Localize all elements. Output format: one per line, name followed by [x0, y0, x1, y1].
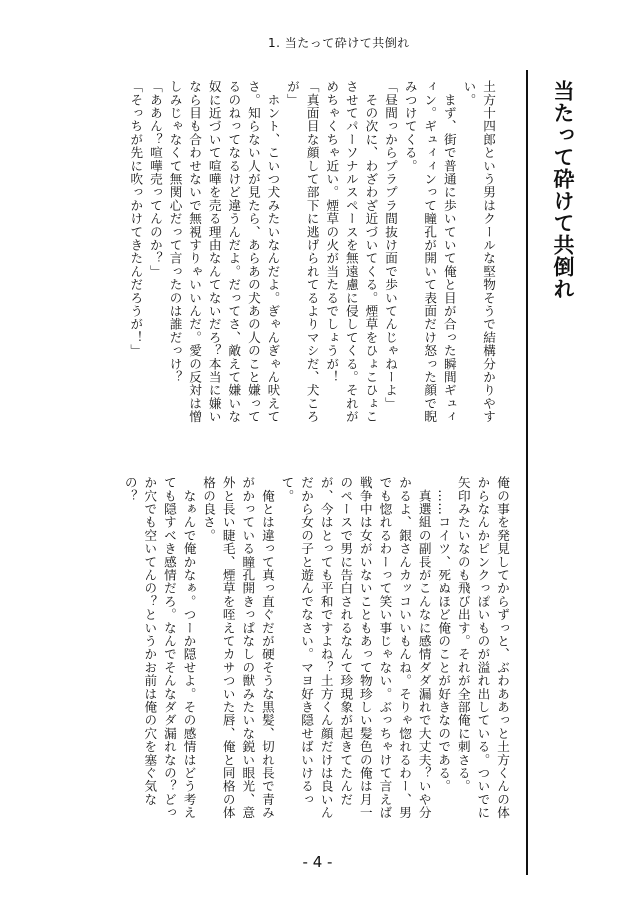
paragraph: ホント、こいつ犬みたいなんだよ。ぎゃんぎゃん吠えてさ。知らない人が見たら、あらあの犬あの人のこと嫌ってるのねってなるけど違うんだよ。だってさ、敵えて嫌いな奴に近づいて喧嘩を売る理由なんてないだろ？本当に嫌いなら目も合わせないで無視すりゃいいんだ。愛の反対は憎しみじゃなくて無関心だって言ったのは誰だっけ？	[167, 80, 281, 424]
paragraph: 土方十四郎という男はクールな堅物そうで結構分かりやすい。	[461, 80, 496, 424]
paragraph: なぁんで俺かなぁ。つーか隠せよ。その感情はどう考えても隠すべき感情だろ。なんでそんなダダ漏れなの？どっか穴でも空いてんの？というかお前は俺の穴を塞ぐ気なの？	[122, 476, 197, 820]
paragraph: 真選組の副長がこんなに感情ダダ漏れで大丈夫？いや分かるよ、銀さんカッコいいもんね。そりゃ惚れるわー、男でも惚れるわーって笑い事じゃない。ぶっちゃけて言えば戦争中は女がいないこともあって物珍しい髪色の俺は月一のペースで男に告白されるなんて珍現象が起きてたんだが、今はとっても平和ですよね？土方くん顔だけは良いんだから女の子と遊んでなさい。マヨ好き隠せばいけるって。	[279, 476, 432, 820]
dialogue-line: 「そっちが先に吹っかけてきたんだろうが！」	[128, 80, 144, 358]
paragraph: 俺の事を発見してからずっと、ぶわああっと土方くんの体からなんかピンクっぽいものが溢れ出している。ついでに矢印みたいなのも飛び出す。それが全部俺に刺さる。	[455, 476, 510, 820]
dialogue-line: 「昼間っからプラプラ間抜け面で歩いてんじゃねーよ」	[383, 80, 399, 410]
running-header: 1. 当たって砕けて共倒れ	[268, 36, 410, 50]
body-text-lower-block	[115, 476, 512, 822]
paragraph: その次に、わざわざ近づいてくる。煙草をひょこひょこさせてパーソナルスペースを無遠慮に侵してくる。それがめちゃくちゃ近い。煙草の火が当たるでしょうが！	[324, 80, 379, 424]
dialogue-line: 「真面目な顔して部下に逃げられてるよりマシだ、犬ころが」	[285, 80, 320, 424]
chapter-title: 当たって砕けて共倒れ	[551, 80, 575, 300]
title-divider-line	[526, 70, 528, 875]
dialogue-line: 「ああん？喧嘩売ってんのか？」	[147, 80, 163, 278]
paragraph: ……コイツ、死ぬほど俺のことが好きなのである。	[436, 476, 452, 793]
paragraph: まず、街で普通に歩いていて俺と目が合った瞬間ギュィィン。ギュィィンって瞳孔が開いて表面だけ怒った顔で睨みつけてくる。	[402, 80, 457, 424]
page-number: - 4 -	[302, 853, 333, 871]
body-text-upper-block	[62, 80, 498, 426]
paragraph: 俺とは違って真っ直ぐだが硬そうな黒髪、切れ長で青みがかっている瞳孔開きっぱなしの獣みたいな鋭い眼光、意外と長い睫毛、煙草を咥えてカサついた唇、俺と同格の体格の良さ。	[201, 476, 275, 820]
